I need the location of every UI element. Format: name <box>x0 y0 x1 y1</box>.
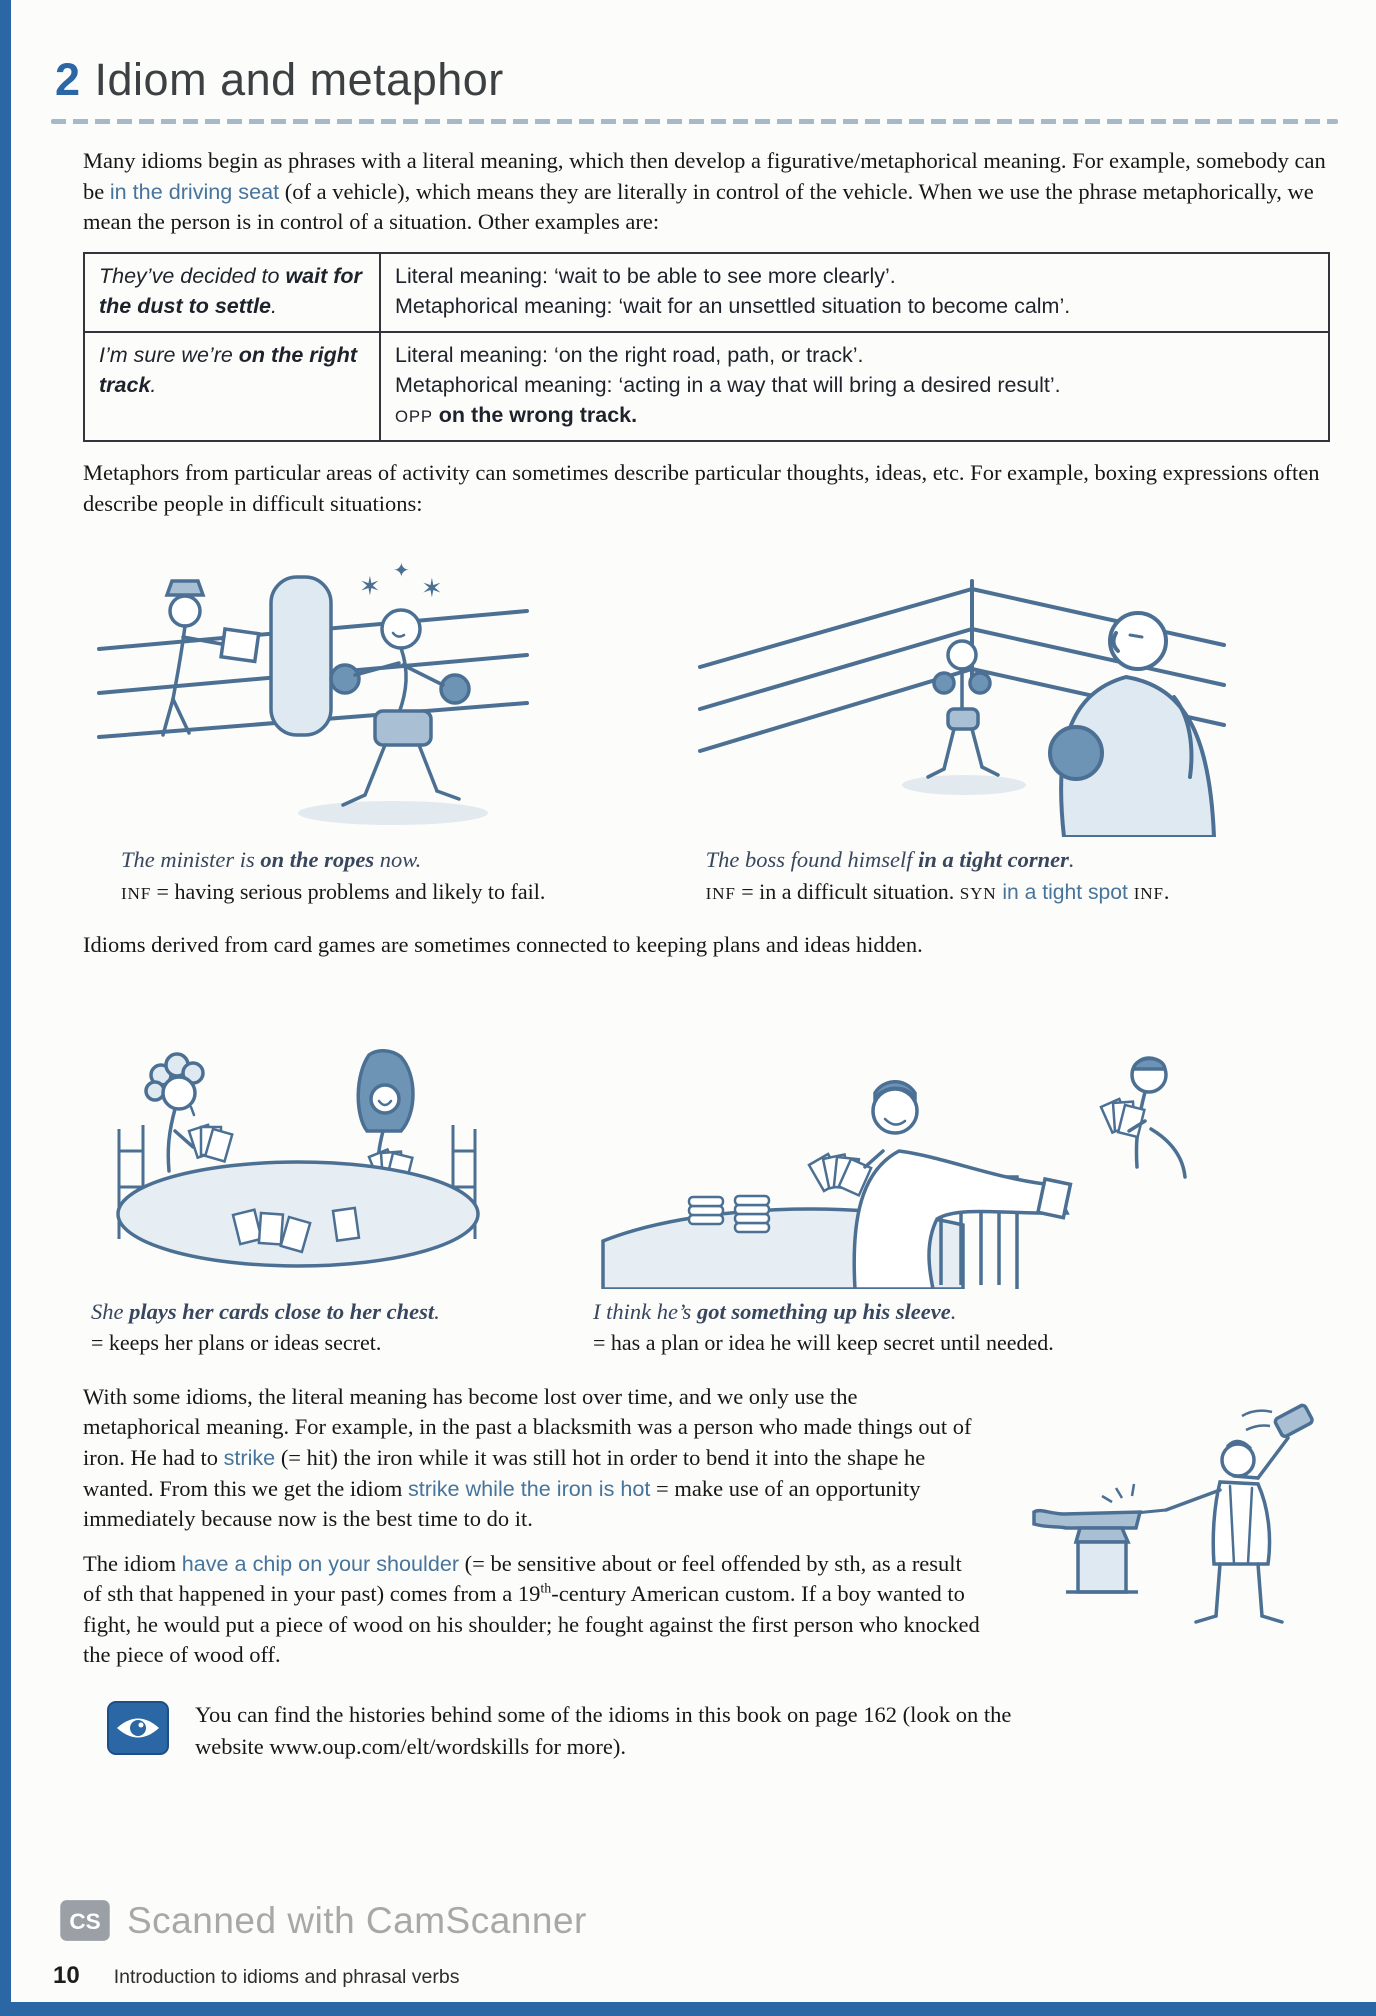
page-footer <box>53 1962 459 1990</box>
trainer-figure <box>163 581 259 735</box>
vocab-strike-while-the-iron-is-hot: strike while the iron is hot <box>407 1475 651 1501</box>
meaning-cell <box>380 253 1329 332</box>
caption-definition: INF = in a difficult situation. SYN in a tight spot INF. <box>705 878 1170 904</box>
caption-definition: = keeps her plans or ideas secret. <box>91 1330 382 1356</box>
syn-label: SYN <box>959 883 997 903</box>
caption-sentence: The minister is on the ropes now. <box>121 847 422 873</box>
inf-label: INF <box>705 883 736 903</box>
caption-definition: = has a plan or idea he will keep secret until needed. <box>593 1330 1054 1356</box>
idiom-text: They’ve decided to <box>99 263 286 288</box>
page-title-text: Idiom and metaphor <box>94 54 504 105</box>
boxing-figure-right <box>692 537 1330 906</box>
svg-text:✦: ✦ <box>393 560 410 583</box>
meaning-cell <box>380 332 1329 441</box>
unit-number: 2 <box>55 54 81 105</box>
big-opponent-figure <box>1050 613 1214 837</box>
boxing-left-caption <box>93 845 612 906</box>
idiom-cell <box>84 253 380 332</box>
blacksmith-section <box>83 1382 1330 1671</box>
watermark-text: Scanned with CamScanner <box>127 1899 587 1941</box>
cards-left-caption <box>83 1297 553 1358</box>
hammer <box>1258 1404 1313 1478</box>
blacksmith-paragraph: With some idioms, the literal meaning has become lost over time, and we only use the metaphorical meaning. For example, in the past a blacksmith was a person who made things out of iron. He had to strike (= hit) the iron while it was still hot in order to bend it into the shape he wanted. From this we get the idiom strike while the iron is hot = make use of an opportunity immediately because now is the best time to do it. <box>83 1383 972 1532</box>
boxing-figures-row <box>83 537 1330 906</box>
boxer-on-ropes-illustration <box>93 537 533 837</box>
idiom-text: I’m sure we’re <box>99 342 239 367</box>
literal-meaning: Literal meaning: ‘on the right road, path, or track’. <box>395 342 864 367</box>
camscanner-logo-text: CS <box>69 1909 101 1935</box>
opp-idiom: on the wrong track. <box>438 403 638 428</box>
cards-right-caption <box>593 1297 1253 1358</box>
cards-intro-paragraph: Idioms derived from card games are sometimes connected to keeping plans and ideas hidden. <box>83 932 923 958</box>
idiom-text: . <box>150 373 157 398</box>
metaphorical-meaning: Metaphorical meaning: ‘acting in a way that will bring a desired result’. <box>395 373 1061 398</box>
sparks <box>1102 1484 1134 1502</box>
vocab-in-the-driving-seat: in the driving seat <box>109 178 280 204</box>
caption-sentence: I think he’s got something up his sleeve. <box>593 1298 957 1324</box>
cards-figure-left <box>83 979 553 1358</box>
motion-lines <box>1242 1410 1272 1429</box>
opposite-note <box>395 400 1314 430</box>
blacksmith-illustration <box>1006 1386 1326 1646</box>
women-playing-cards-illustration <box>83 979 513 1289</box>
inf-label: INF <box>121 883 152 903</box>
man-with-card-up-sleeve-illustration <box>593 979 1213 1289</box>
literal-meaning: Literal meaning: ‘wait to be able to see more clearly’. <box>395 263 896 288</box>
page-title <box>55 54 1330 106</box>
blacksmith-figure <box>1126 1441 1282 1622</box>
camscanner-logo-icon <box>59 1899 111 1942</box>
intro-text: Many idioms begin as phrases with a literal meaning, which then develop a figurative/metaphorical meaning. For example, somebody can be <box>83 148 1326 204</box>
metaphorical-meaning: Metaphorical meaning: ‘wait for an unsettled situation to become calm’. <box>395 293 1071 318</box>
idiom-cell <box>84 332 380 441</box>
opp-label: OPP <box>395 407 433 427</box>
woman-left-figure <box>146 1054 232 1171</box>
caption-definition: INF = having serious problems and likely to fail. <box>121 878 546 904</box>
svg-text:✶: ✶ <box>359 572 381 602</box>
intro-paragraph <box>83 146 1330 238</box>
history-note <box>105 1699 1330 1762</box>
table-row <box>84 253 1329 332</box>
card-in-sleeve <box>1038 1179 1071 1218</box>
boxer-in-corner-illustration <box>692 537 1232 837</box>
page-header <box>55 54 1330 106</box>
boxing-figure-left <box>93 537 612 906</box>
idiom-bold: wait for the dust to settle <box>99 263 362 318</box>
cards-figure-right <box>593 979 1253 1358</box>
chip-on-shoulder-paragraph: The idiom have a chip on your shoulder (= be sensitive about or feel offended by sth, as a result of sth that happened in your past) comes from a 19th-century American custom. If a boy wanted to fight, he would put a piece of wood on his shoulder; he fought against the first person who knocked the piece of wood off. <box>83 1550 980 1668</box>
dazed-boxer-figure <box>331 560 469 805</box>
page-number: 10 <box>53 1962 80 1989</box>
idiom-bold: on the right track <box>99 342 358 398</box>
vocab-have-a-chip-on-your-shoulder: have a chip on your shoulder <box>181 1550 460 1576</box>
cards-figures-row <box>83 979 1330 1358</box>
svg-text:✶: ✶ <box>421 574 443 604</box>
page-content <box>11 146 1376 1762</box>
note-text: You can find the histories behind some of the idioms in this book on page 162 (look on the website www.oup.com/elt/wordskills for more). <box>195 1702 1012 1759</box>
table-row <box>84 332 1329 441</box>
vocab-strike: strike <box>223 1444 276 1470</box>
inf-label: INF <box>1133 883 1164 903</box>
caption-sentence: The boss found himself in a tight corner. <box>705 847 1075 873</box>
anvil <box>1034 1510 1140 1591</box>
ordinal-superscript: th <box>540 1581 552 1597</box>
title-divider <box>51 119 1338 124</box>
syn-idiom: in a tight spot <box>996 880 1134 904</box>
boxing-right-caption <box>692 845 1330 906</box>
corner-player-figure <box>1101 1058 1185 1177</box>
camscanner-watermark <box>59 1899 587 1942</box>
boxing-intro-paragraph: Metaphors from particular areas of activity can sometimes describe particular thoughts, ideas, etc. For example, boxing expressions often describe people in difficult situations: <box>83 460 1320 516</box>
idiom-text: . <box>271 293 277 318</box>
footer-label: Introduction to idioms and phrasal verbs <box>113 1966 460 1988</box>
cornered-boxer-figure <box>928 641 998 777</box>
caption-sentence: She plays her cards close to her chest. <box>91 1298 440 1324</box>
examples-table <box>83 252 1330 442</box>
eye-icon <box>105 1699 171 1757</box>
intro-text: (of a vehicle), which means they are literally in control of the vehicle. When we use the phrase metaphorically, we mean the person is in control of a situation. Other examples are: <box>83 178 1314 235</box>
